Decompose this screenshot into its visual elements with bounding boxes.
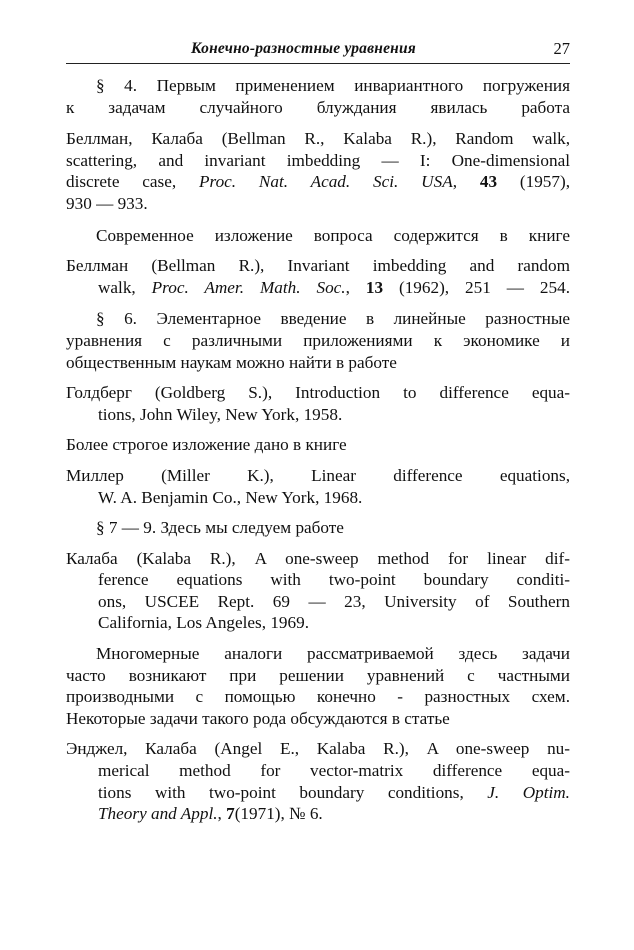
- text-line: merical method for vector-matrix difference equa-: [98, 761, 570, 781]
- text-line: Голдберг (Goldberg S.), Introduction to difference equa-: [66, 383, 570, 403]
- text-line: 930 — 933.: [66, 193, 148, 213]
- text-line: Более строгое изложение дано в книге: [66, 435, 347, 455]
- reference-angel-kalaba-1971: [66, 738, 570, 824]
- text-line: Калаба (Kalaba R.), A one-sweep method for linear dif-: [66, 548, 570, 568]
- paragraph-multidimensional: [66, 643, 570, 729]
- paragraph-section-4: [66, 75, 570, 118]
- reference-bellman-1962: [66, 255, 570, 298]
- text-line: § 7 — 9. Здесь мы следуем работе: [96, 518, 344, 538]
- text-line: Некоторые задачи такого рода обсуждаются в статье: [66, 708, 450, 728]
- reference-kalaba-1969: [66, 548, 570, 634]
- page-number: 27: [553, 39, 570, 58]
- text-line: scattering, and invariant imbedding — I: One-dimensional: [66, 150, 570, 170]
- text-line: производными с помощью конечно - разностных схем.: [66, 687, 570, 707]
- paragraph-section-6: [66, 308, 570, 373]
- text-line: § 4. Первым применением инвариантного погружения: [96, 76, 570, 95]
- text-line: walk, Proc. Amer. Math. Soc., 13 (1962), 251 — 254.: [98, 277, 570, 297]
- paragraph-modern-exposition: [66, 225, 570, 247]
- text-line: Многомерные аналоги рассматриваемой здесь задачи: [96, 644, 570, 664]
- text-line: § 6. Элементарное введение в линейные разностные: [96, 309, 570, 329]
- text-line: ference equations with two-point boundary conditi-: [98, 570, 570, 590]
- running-title: Конечно-разностные уравнения: [191, 40, 416, 57]
- text-line: Беллман (Bellman R.), Invariant imbedding and random: [66, 256, 570, 276]
- text-line: Theory and Appl., 7(1971), № 6.: [98, 804, 323, 824]
- text-line: tions with two-point boundary conditions, J. Optim.: [98, 782, 570, 802]
- text-line: уравнения с различными приложениями к экономике и: [66, 330, 570, 350]
- text-line: California, Los Angeles, 1969.: [98, 613, 309, 633]
- text-line: Энджел, Калаба (Angel E., Kalaba R.), A one-sweep nu-: [66, 739, 570, 759]
- text-line: к задачам случайного блуждания явилась работа: [66, 97, 570, 117]
- text-line: tions, John Wiley, New York, 1958.: [98, 404, 343, 424]
- text-line: Беллман, Калаба (Bellman R., Kalaba R.), Random walk,: [66, 129, 570, 149]
- text-line: Современное изложение вопроса содержится в книге: [96, 225, 570, 245]
- text-line: Миллер (Miller K.), Linear difference equations,: [66, 465, 570, 485]
- page-header: [66, 35, 570, 64]
- reference-miller-1968: [66, 465, 570, 508]
- text-line: ons, USCEE Rept. 69 — 23, University of Southern: [98, 591, 570, 611]
- reference-bellman-kalaba-1957: [66, 128, 570, 214]
- text-line: часто возникают при решении уравнений с частными: [66, 665, 570, 685]
- text-line: discrete case, Proc. Nat. Acad. Sci. USA, 43 (1957),: [66, 172, 570, 192]
- page-body: [66, 75, 570, 825]
- text-line: общественным наукам можно найти в работе: [66, 352, 397, 372]
- reference-goldberg-1958: [66, 382, 570, 425]
- paragraph-rigorous-exposition: [66, 434, 570, 456]
- paragraph-section-7-9: [66, 517, 570, 539]
- text-line: W. A. Benjamin Co., New York, 1968.: [98, 487, 363, 507]
